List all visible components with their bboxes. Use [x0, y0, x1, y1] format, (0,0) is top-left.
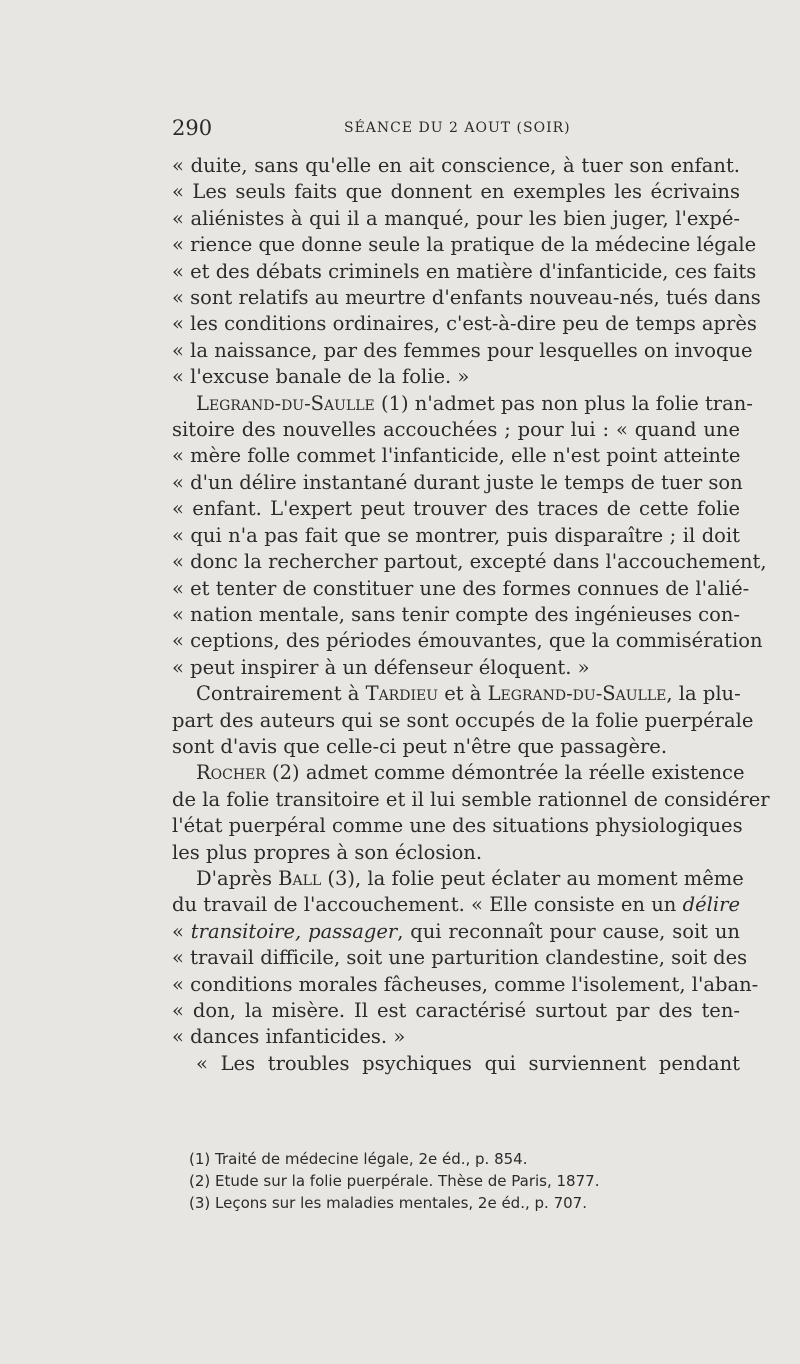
footnote: (1) Traité de médecine légale, 2e éd., p. 854.: [189, 1150, 528, 1168]
author-name: Ball: [278, 866, 322, 890]
line-text: et à: [438, 682, 488, 706]
line-text: D'après: [196, 866, 279, 890]
text-line: « nation mentale, sans tenir compte des ingénieuses con-: [172, 602, 740, 626]
footnotes: [189, 1148, 709, 1214]
text-line: « travail difficile, soit une parturition clandestine, soit des: [172, 946, 748, 970]
emphasis-text: transitoire, passager: [190, 919, 398, 943]
text-line: « dances infanticides. »: [172, 1025, 406, 1049]
text-line: « peut inspirer à un défenseur éloquent. »: [172, 655, 590, 679]
footnote: (3) Leçons sur les maladies mentales, 2e éd., p. 707.: [189, 1194, 587, 1212]
paragraph-4: [172, 760, 770, 866]
text-line: « donc la rechercher partout, excepté dans l'accouchement,: [172, 550, 767, 574]
text-line: « aliénistes à qui il a manqué, pour les bien juger, l'expé-: [172, 206, 740, 230]
text-line: [172, 919, 740, 945]
text-line: sitoire des nouvelles accouchées ; pour lui : « quand une: [172, 418, 740, 442]
author-name: Legrand-du-Saulle: [487, 682, 667, 706]
line-text: (1) n'admet pas non plus la folie tran-: [374, 391, 753, 415]
text-line: « don, la misère. Il est caractérisé surtout par des ten-: [172, 999, 740, 1022]
emphasis-text: délire: [682, 893, 740, 917]
text-line: part des auteurs qui se sont occupés de la folie puerpérale: [172, 708, 754, 732]
text-line: « d'un délire instantané durant juste le temps de tuer son: [172, 470, 743, 494]
page-number: 290: [172, 116, 213, 140]
text-line: « duite, sans qu'elle en ait conscience, à tuer son enfant.: [172, 154, 740, 177]
paragraph-6: [172, 1051, 740, 1077]
running-title: SÉANCE DU 2 AOUT (SOIR): [344, 120, 571, 136]
text-line: « la naissance, par des femmes pour lesquelles on invoque: [172, 338, 753, 362]
text-line: « ceptions, des périodes émouvantes, que la commisération: [172, 629, 763, 653]
line-text: Contrairement à: [196, 682, 366, 706]
text-line: « mère folle commet l'infanticide, elle n'est point atteinte: [172, 444, 741, 468]
author-name: Tardieu: [365, 682, 438, 706]
paragraph-3: [172, 681, 754, 760]
text-line: sont d'avis que celle-ci peut n'être que passagère.: [172, 734, 668, 758]
text-line: [172, 681, 740, 707]
text-line: l'état puerpéral comme une des situations physiologiques: [172, 814, 743, 838]
text-line: [172, 866, 744, 892]
paragraph-5: [172, 866, 759, 1051]
line-text: (2) admet comme démontrée la réelle existence: [265, 761, 745, 785]
text-line: [172, 892, 740, 918]
text-line: « et tenter de constituer une des formes connues de l'alié-: [172, 576, 750, 600]
text-line: « les conditions ordinaires, c'est-à-dire peu de temps après: [172, 312, 757, 336]
text-line: « rience que donne seule la pratique de la médecine légale: [172, 233, 757, 257]
line-text: , qui reconnaît pour cause, soit un: [397, 919, 740, 943]
text-line: « conditions morales fâcheuses, comme l'isolement, l'aban-: [172, 972, 759, 996]
author-name: Legrand-du-Saulle: [196, 391, 375, 415]
line-text: «: [172, 919, 191, 943]
text-line: de la folie transitoire et il lui semble rationnel de considérer: [172, 787, 770, 811]
text-line: « enfant. L'expert peut trouver des traces de cette folie: [172, 497, 740, 521]
text-line: [172, 391, 753, 417]
text-line: « Les troubles psychiques qui surviennent pendant: [196, 1051, 740, 1075]
body-text: [172, 153, 770, 1077]
text-line: « sont relatifs au meurtre d'enfants nouveau-nés, tués dans: [172, 286, 761, 310]
paragraph-1: [172, 153, 761, 391]
text-line: [172, 760, 745, 786]
paragraph-2: [172, 391, 767, 681]
text-line: « qui n'a pas fait que se montrer, puis disparaître ; il doit: [172, 523, 740, 547]
text-line: « l'excuse banale de la folie. »: [172, 365, 470, 389]
text-line: « Les seuls faits que donnent en exemples les écrivains: [172, 180, 740, 204]
line-text: du travail de l'accouchement. « Elle consiste en un: [172, 893, 683, 917]
footnote: (2) Etude sur la folie puerpérale. Thèse de Paris, 1877.: [189, 1172, 600, 1190]
text-line: « et des débats criminels en matière d'infanticide, ces faits: [172, 259, 757, 283]
line-text: , la plu-: [666, 682, 741, 706]
text-line: les plus propres à son éclosion.: [172, 840, 483, 864]
page-header: [172, 116, 742, 146]
author-name: Rocher: [196, 761, 266, 785]
line-text: (3), la folie peut éclater au moment même: [321, 866, 744, 890]
